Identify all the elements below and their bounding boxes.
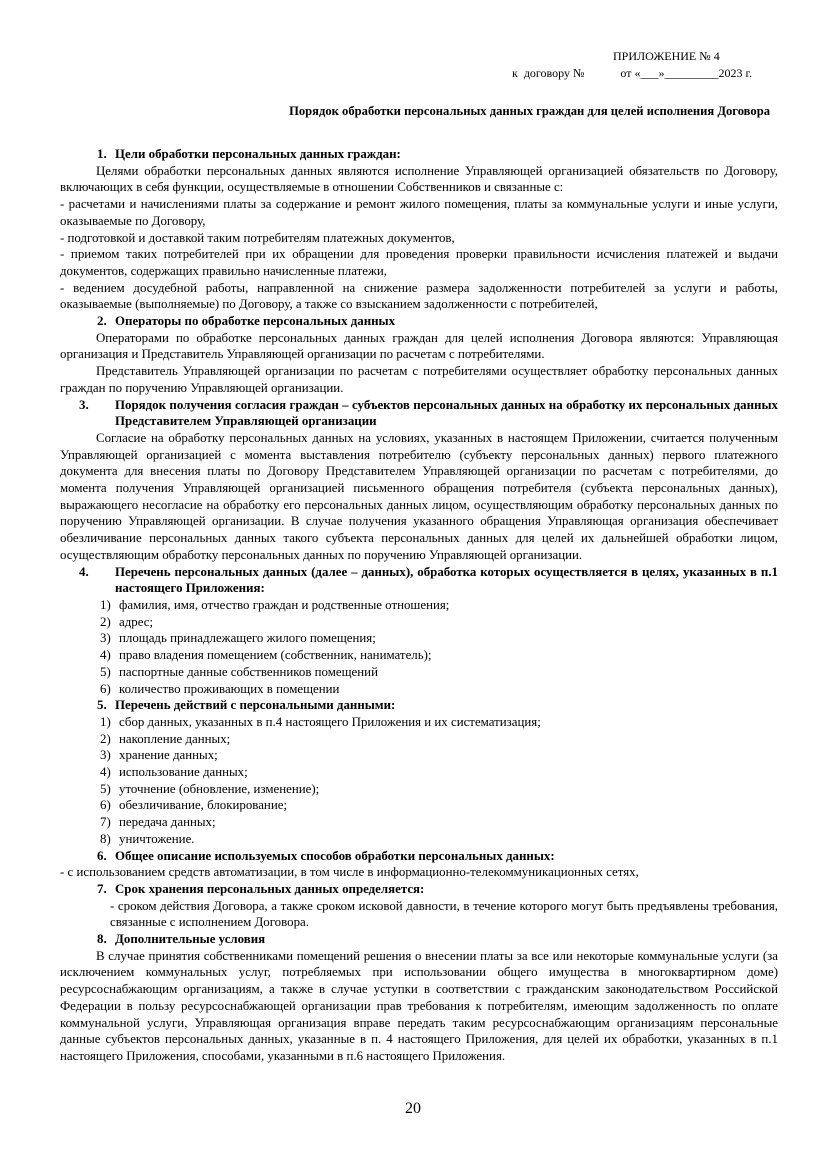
list-item-text: сбор данных, указанных в п.4 настоящего Приложения и их систематизация;: [119, 714, 541, 729]
appendix-label: ПРИЛОЖЕНИЕ № 4: [613, 49, 720, 63]
section-3-heading: [60, 397, 778, 430]
list-item-text: хранение данных;: [119, 748, 218, 763]
list-item-number: 4): [100, 765, 111, 780]
list-item-text: количество проживающих в помещении: [119, 681, 340, 696]
section-1-item: - ведением досудебной работы, направленной на снижение размера задолженности потребителей за услуги и работы, оказываемые (выполняемые) по Договору, а также со взысканием задолженности с потребителей,: [60, 280, 778, 312]
section-2-paragraph: Представитель Управляющей организации по расчетам с потребителями осуществляет обработку персональных данных граждан по поручению Управляющей организации.: [60, 364, 778, 395]
section-4-number: 4.: [79, 564, 89, 579]
list-item-text: площадь принадлежащего жилого помещения;: [119, 631, 376, 646]
section-7-number: 7.: [97, 881, 107, 896]
list-item: [60, 814, 778, 831]
section-8-title: Дополнительные условия: [115, 932, 266, 947]
list-item: [60, 797, 778, 814]
section-2-title: Операторы по обработке персональных данных: [115, 314, 396, 329]
section-8-paragraph: В случае принятия собственниками помещений решения о внесении платы за все или некоторые коммунальные услуги (за исключением коммунальных услуг, потребляемых при использовании общего имущества в многоквартирном доме) ресурсоснабжающим организациям, а также в случае уступки в соответствии с гражданским законодательством Российской Федерации в пользу ресурсоснабжающей организации прав требования к потребителям, имеющим задолженность по оплате коммунальной услуги, Управляющая организация вправе передать таким ресурсоснабжающим организациям персональные данные субъектов персональных данных, указанные в п. 4 настоящего Приложения, для целей их обработки, указанных в п.1 настоящего Приложения, способами, указанными в п.6 настоящего Приложения.: [60, 948, 778, 1063]
section-8-heading: [60, 931, 778, 948]
section-3-paragraph: Согласие на обработку персональных данных на условиях, указанных в настоящем Приложении, считается полученным Управляющей организацией с момента выставления потребителю (субъекту персональных данных) первого платежного документа для внесения платы по Договору Представителем Управляющей организации по расчетам с потребителями, до момента получения Управляющей организацией письменного обращения потребителя (субъекта персональных данных), выражающего несогласие на обработку его персональных данных лицом, осуществляющим обработку персональных данных по поручению Управляющей организации. В случае получения указанного обращения Управляющая организация обеспечивает обезличивание персональных данных такого субъекта персональных данных для целей их дальнейшей обработки лицом, осуществляющим обработку персональных данных по поручению Управляющей организации.: [60, 430, 778, 562]
list-item-number: 8): [100, 831, 111, 846]
list-item: [60, 647, 778, 664]
section-1-item: - подготовкой и доставкой таким потребителям платежных документов,: [60, 230, 455, 245]
section-1-title: Цели обработки персональных данных граждан:: [115, 147, 401, 161]
list-item-text: обезличивание, блокирование;: [119, 798, 288, 813]
section-4-heading: [60, 564, 778, 597]
list-item-text: право владения помещением (собственник, наниматель);: [119, 648, 432, 663]
section-1-intro: Целями обработки персональных данных являются исполнение Управляющей организацией обязательств по Договору, включающих в себя функции, осуществляемые в отношении Собственников и связанные с:: [60, 163, 778, 195]
list-item-text: паспортные данные собственников помещений: [119, 664, 378, 679]
list-item-text: уничтожение.: [119, 831, 195, 846]
list-item-text: использование данных;: [119, 765, 248, 780]
list-item-number: 4): [100, 648, 111, 663]
document-title: Порядок обработки персональных данных граждан для целей исполнения Договора: [289, 104, 770, 118]
section-2-heading: [60, 313, 778, 330]
section-7-heading: [60, 881, 778, 898]
list-item-text: уточнение (обновление, изменение);: [119, 781, 320, 796]
list-item-number: 3): [100, 748, 111, 763]
page-number: 20: [405, 1100, 421, 1117]
section-3-number: 3.: [79, 397, 89, 412]
list-item-number: 7): [100, 815, 111, 830]
section-1-item: - расчетами и начислениями платы за содержание и ремонт жилого помещения, платы за коммунальные услуги и иные услуги, оказываемые по Договору,: [60, 197, 778, 228]
list-item-number: 2): [100, 731, 111, 746]
list-item: [60, 731, 778, 748]
list-item-text: адрес;: [119, 614, 154, 629]
list-item-number: 5): [100, 781, 111, 796]
list-item: [60, 831, 778, 848]
section-2-number: 2.: [97, 314, 107, 329]
list-item-text: фамилия, имя, отчество граждан и родственные отношения;: [119, 597, 450, 612]
section-1-heading: [60, 146, 778, 163]
section-2-paragraph: Операторами по обработке персональных данных граждан для целей исполнения Договора являются: Управляющая организация и Представитель Управляющей организации по расчетам с потребителями.: [60, 330, 778, 362]
list-item: [60, 714, 778, 731]
section-1-number: 1.: [97, 147, 107, 161]
section-6-title: Общее описание используемых способов обработки персональных данных:: [115, 848, 555, 863]
section-6-paragraph: - с использованием средств автоматизации, в том числе в информационно-телекоммуникационных сетях,: [60, 865, 639, 880]
list-item: [60, 664, 778, 681]
section-4-title: Перечень персональных данных (далее – данных), обработка которых осуществляется в целях, указанных в п.1 настоящего Приложения:: [115, 564, 778, 596]
list-item-number: 2): [100, 614, 111, 629]
list-item-text: передача данных;: [119, 815, 216, 830]
section-3-title: Порядок получения согласия граждан – субъектов персональных данных на обработку их персональных данных Представителем Управляющей организации: [115, 397, 778, 429]
list-item-number: 6): [100, 681, 111, 696]
section-5-title: Перечень действий с персональными данными:: [115, 698, 396, 713]
list-item: [60, 597, 778, 614]
section-1-item: - приемом таких потребителей при их обращении для проведения проверки правильности исчисления платежей и выдачи документов, содержащих правильно начисленные платежи,: [60, 247, 778, 278]
list-item-number: 3): [100, 631, 111, 646]
list-item: [60, 614, 778, 631]
list-item: [60, 681, 778, 698]
section-5-number: 5.: [97, 698, 107, 713]
section-7-title: Срок хранения персональных данных определяется:: [115, 881, 425, 896]
list-item-number: 6): [100, 798, 111, 813]
contract-reference: к договору № от «___»_________2023 г.: [512, 66, 753, 80]
section-5-heading: [60, 697, 778, 714]
list-item-number: 1): [100, 597, 111, 612]
list-item: [60, 630, 778, 647]
section-7-paragraph: - сроком действия Договора, а также сроком исковой давности, в течение которого могут быть предъявлены требования, связанные с исполнением Договора.: [110, 898, 778, 930]
list-item: [60, 747, 778, 764]
list-item: [60, 781, 778, 798]
section-6-number: 6.: [97, 848, 107, 863]
list-item-text: накопление данных;: [119, 731, 231, 746]
document-body: [60, 146, 778, 1065]
list-item-number: 5): [100, 664, 111, 679]
section-8-number: 8.: [97, 932, 107, 947]
list-item-number: 1): [100, 714, 111, 729]
section-6-heading: [60, 848, 778, 865]
list-item: [60, 764, 778, 781]
